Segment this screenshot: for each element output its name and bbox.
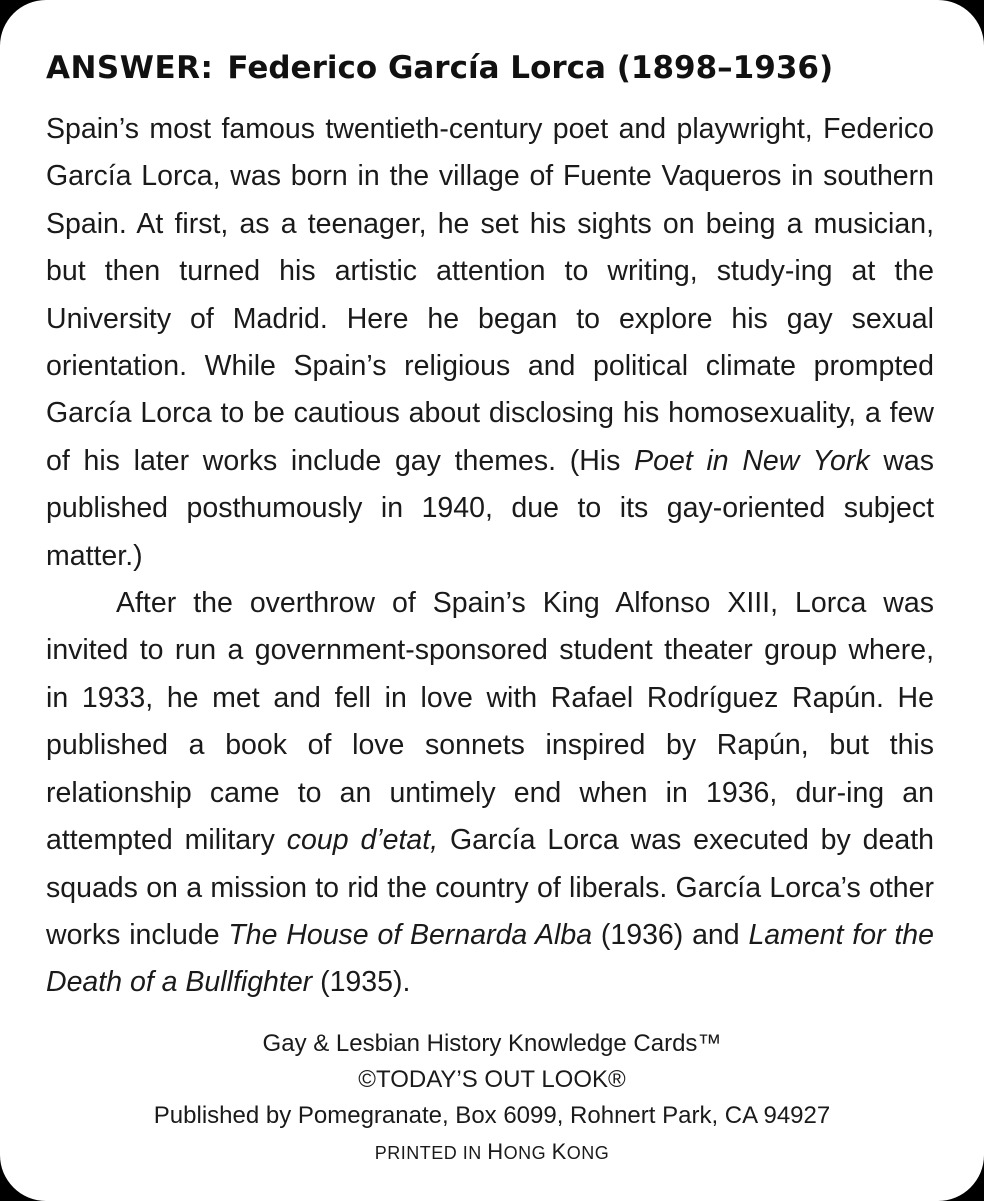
paragraph-1-text-1: Spain’s most famous twentieth-century poet and playwright, Federico García Lorca, was born in the village of Fuente Vaqueros in southern Spain. At first, as a teenager, he set his sights on being a musician, but then turned his artistic attention to writing, study-ing at the University of Madrid. Here he began to explore his gay sexual orientation. While Spain’s religious and political climate prompted García Lorca to be cautious about disclosing his homosexuality, a few of his later works include gay themes. (His <box>46 113 934 477</box>
paragraph-2-text-2: García Lorca was executed by death squads on a mission to rid the country of liberals. García Lorca’s other works include <box>46 824 934 951</box>
paragraph-1 <box>46 106 934 580</box>
paragraph-2-text-1: After the overthrow of Spain’s King Alfonso XIII, Lorca was invited to run a government-sponsored student theater group where, in 1933, he met and fell in love with Rafael Rodríguez Rapún. He published a book of love sonnets inspired by Rapún, but this relationship came to an untimely end when in 1936, dur-ing an attempted military <box>46 587 934 857</box>
work-title-house-of-bernarda-alba: The House of Bernarda Alba <box>228 918 593 951</box>
work-title-poet-in-new-york: Poet in New York <box>634 444 870 477</box>
printed-in-line: PRINTED IN HONG KONG <box>374 1139 610 1164</box>
phrase-coup-detat: coup d’etat, <box>286 824 439 857</box>
work-title-lament: Lament for the Death of a Bullfighter <box>46 918 934 999</box>
answer-title: Federico García Lorca (1898–1936) <box>227 50 834 86</box>
publisher-line: Published by Pomegranate, Box 6099, Rohnert Park, CA 94927 <box>153 1102 831 1129</box>
series-name: Gay & Lesbian History Knowledge Cards™ <box>262 1030 722 1057</box>
copyright-line: ©TODAY’S OUT LOOK® <box>358 1066 626 1093</box>
card-footer <box>0 1026 984 1171</box>
answer-heading <box>46 44 946 92</box>
paragraph-2-text-4: (1935). <box>312 966 411 999</box>
biography-text <box>46 106 934 1007</box>
paragraph-2 <box>46 580 934 1007</box>
answer-label: ANSWER: <box>46 50 214 86</box>
paragraph-2-text-3: (1936) and <box>592 918 749 951</box>
paragraph-1-text-2: was published posthumously in 1940, due to its gay-oriented subject matter.) <box>46 444 935 572</box>
